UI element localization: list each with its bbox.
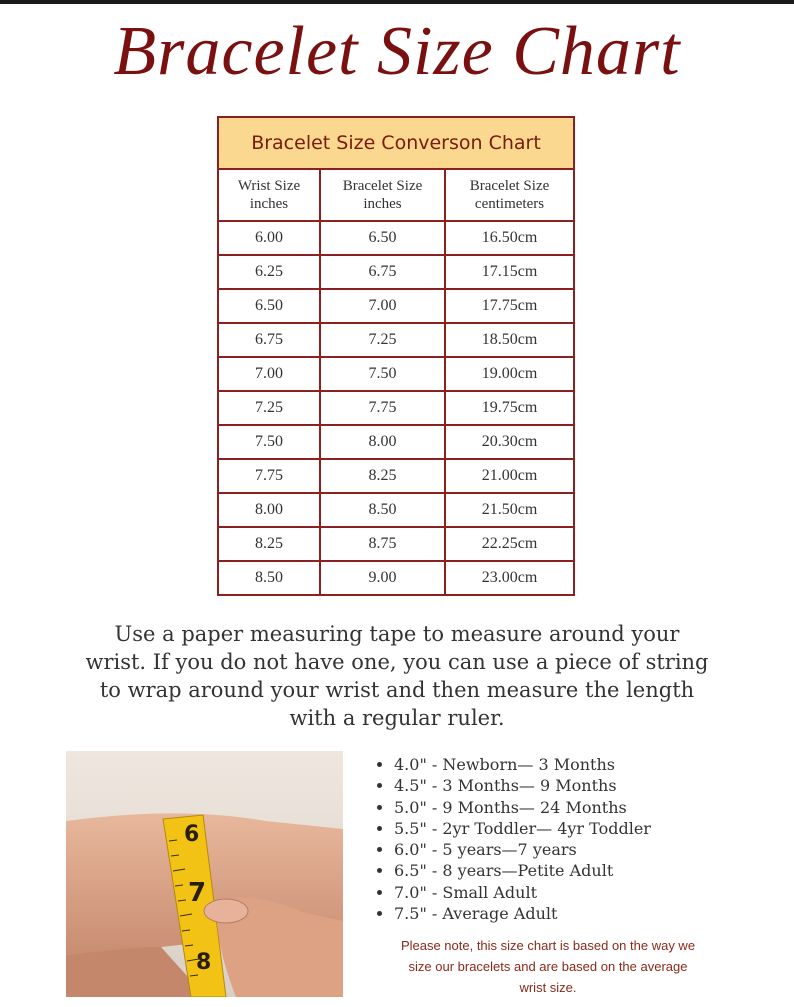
tape-number: 7 bbox=[188, 878, 207, 908]
list-item: • 7.0" - Small Adult bbox=[394, 882, 794, 903]
table-row bbox=[218, 391, 574, 425]
instruction-line: with a regular ruler. bbox=[289, 706, 505, 730]
cell-wrist-size: 6.25 bbox=[218, 255, 320, 289]
table-row bbox=[218, 323, 574, 357]
page-title: Bracelet Size Chart bbox=[113, 13, 681, 90]
instruction-line: to wrap around your wrist and then measure the length bbox=[99, 678, 695, 702]
tape-number: 6 bbox=[184, 822, 200, 847]
table-row bbox=[218, 425, 574, 459]
cell-wrist-size: 7.00 bbox=[218, 357, 320, 391]
list-item: • 5.5" - 2yr Toddler— 4yr Toddler bbox=[394, 818, 794, 839]
list-item: • 6.5" - 8 years—Petite Adult bbox=[394, 860, 794, 881]
wrist-measuring-photo bbox=[66, 751, 343, 997]
cell-bracelet-cm: 20.30cm bbox=[445, 425, 574, 459]
cell-wrist-size: 7.25 bbox=[218, 391, 320, 425]
table-row bbox=[218, 527, 574, 561]
cell-bracelet-cm: 23.00cm bbox=[445, 561, 574, 595]
cell-bracelet-cm: 22.25cm bbox=[445, 527, 574, 561]
cell-bracelet-inches: 7.50 bbox=[320, 357, 445, 391]
cell-bracelet-inches: 8.00 bbox=[320, 425, 445, 459]
header-bracelet-cm: Bracelet Size centimeters bbox=[445, 169, 574, 221]
cell-bracelet-inches: 7.75 bbox=[320, 391, 445, 425]
cell-bracelet-cm: 16.50cm bbox=[445, 221, 574, 255]
cell-bracelet-cm: 19.75cm bbox=[445, 391, 574, 425]
header-bracelet-inches: Bracelet Size inches bbox=[320, 169, 445, 221]
table-caption: Bracelet Size Converson Chart bbox=[218, 117, 574, 169]
size-note bbox=[368, 935, 728, 998]
cell-bracelet-inches: 9.00 bbox=[320, 561, 445, 595]
top-rule bbox=[0, 0, 794, 4]
table-row bbox=[218, 561, 574, 595]
cell-wrist-size: 8.00 bbox=[218, 493, 320, 527]
list-item: • 4.0" - Newborn— 3 Months bbox=[394, 754, 794, 775]
table-row bbox=[218, 289, 574, 323]
cell-wrist-size: 7.75 bbox=[218, 459, 320, 493]
cell-bracelet-cm: 17.75cm bbox=[445, 289, 574, 323]
cell-wrist-size: 6.00 bbox=[218, 221, 320, 255]
cell-wrist-size: 8.50 bbox=[218, 561, 320, 595]
wrist-photo-illustration bbox=[66, 751, 343, 997]
note-line: Please note, this size chart is based on the way we bbox=[400, 938, 696, 953]
cell-wrist-size: 7.50 bbox=[218, 425, 320, 459]
cell-bracelet-inches: 8.25 bbox=[320, 459, 445, 493]
cell-bracelet-cm: 21.50cm bbox=[445, 493, 574, 527]
list-item: • 6.0" - 5 years—7 years bbox=[394, 839, 794, 860]
cell-bracelet-inches: 8.50 bbox=[320, 493, 445, 527]
cell-bracelet-inches: 7.00 bbox=[320, 289, 445, 323]
table-row bbox=[218, 357, 574, 391]
table-body bbox=[218, 221, 574, 595]
table-row bbox=[218, 255, 574, 289]
size-conversion-table bbox=[217, 116, 575, 596]
note-line: size our bracelets and are based on the average bbox=[408, 959, 688, 974]
age-size-guide bbox=[368, 754, 794, 924]
table-row bbox=[218, 459, 574, 493]
cell-wrist-size: 6.50 bbox=[218, 289, 320, 323]
instruction-line: Use a paper measuring tape to measure around your bbox=[114, 622, 680, 646]
cell-bracelet-cm: 18.50cm bbox=[445, 323, 574, 357]
instruction-line: wrist. If you do not have one, you can use a piece of string bbox=[85, 650, 709, 674]
list-item: • 5.0" - 9 Months— 24 Months bbox=[394, 797, 794, 818]
cell-bracelet-inches: 8.75 bbox=[320, 527, 445, 561]
table-header-row bbox=[218, 169, 574, 221]
cell-wrist-size: 6.75 bbox=[218, 323, 320, 357]
cell-bracelet-inches: 7.25 bbox=[320, 323, 445, 357]
measuring-instructions bbox=[40, 620, 754, 732]
header-wrist-size: Wrist Size inches bbox=[218, 169, 320, 221]
tape-number: 8 bbox=[196, 950, 212, 975]
table-row bbox=[218, 493, 574, 527]
cell-bracelet-cm: 17.15cm bbox=[445, 255, 574, 289]
list-item: • 4.5" - 3 Months— 9 Months bbox=[394, 775, 794, 796]
table-row bbox=[218, 221, 574, 255]
cell-bracelet-inches: 6.75 bbox=[320, 255, 445, 289]
note-line: wrist size. bbox=[519, 980, 577, 995]
cell-wrist-size: 8.25 bbox=[218, 527, 320, 561]
cell-bracelet-cm: 19.00cm bbox=[445, 357, 574, 391]
list-item: • 7.5" - Average Adult bbox=[394, 903, 794, 924]
cell-bracelet-cm: 21.00cm bbox=[445, 459, 574, 493]
cell-bracelet-inches: 6.50 bbox=[320, 221, 445, 255]
